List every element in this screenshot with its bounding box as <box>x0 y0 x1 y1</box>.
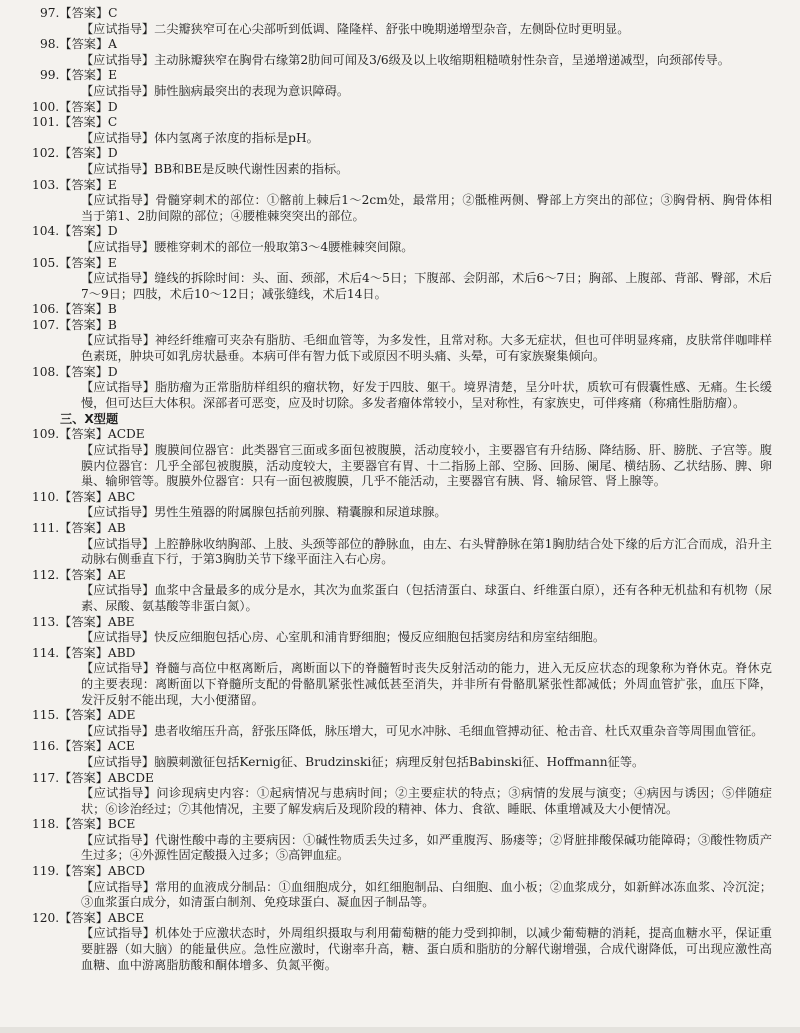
answer-text: 【答案】E <box>59 68 118 83</box>
question-number: 104. <box>32 224 60 239</box>
answer-text: 【答案】ABCE <box>59 910 145 925</box>
answer-line <box>32 115 772 131</box>
guide-text: 【应试指导】脑膜刺激征包括Kernig征、Brudzinski征；病理反射包括Babinski征、Hoffmann征等。 <box>81 754 645 769</box>
question-number: 116. <box>32 739 60 754</box>
guide-text: 【应试指导】快反应细胞包括心房、心室肌和浦肯野细胞；慢反应细胞包括窦房结和房室结细胞。 <box>81 630 606 645</box>
guide-text: 【应试指导】患者收缩压升高，舒张压降低，脉压增大，可见水冲脉、毛细血管搏动征、枪击音、杜氏双重杂音等周围血管征。 <box>81 723 764 738</box>
question-number: 107. <box>32 317 60 332</box>
answer-item <box>40 6 772 37</box>
answer-text: 【答案】B <box>59 302 117 317</box>
question-number: 99. <box>40 68 60 83</box>
guide-text: 【应试指导】体内氢离子浓度的指标是pH。 <box>81 130 319 145</box>
answer-item <box>32 567 772 615</box>
answer-item <box>32 255 772 303</box>
guide-text: 【应试指导】缝线的拆除时间：头、面、颈部，术后4～5日；下腹部、会阴部，术后6～7日；胸部、上腹部、背部、臀部，术后7～9日；四肢，术后10～12日；减张缝线，术后14日。 <box>81 271 772 301</box>
answer-item <box>32 910 772 973</box>
answer-line <box>32 708 772 724</box>
answer-item <box>32 817 772 864</box>
answer-line <box>32 771 772 787</box>
answer-line <box>32 224 772 240</box>
question-number: 112. <box>32 567 60 582</box>
guide-text: 【应试指导】脂肪瘤为正常脂肪样组织的瘤状物，好发于四肢、躯干。境界清楚，呈分叶状，质软可有假囊性感、无痛。生长缓慢，但可达巨大体积。深部者可恶变，应及时切除。多发者瘤体常较小，呈对称性，有家族史，可伴疼痛（称痛性脂肪瘤）。 <box>81 380 772 410</box>
answer-item <box>32 146 772 177</box>
answer-text: 【答案】AE <box>59 567 126 582</box>
answer-item <box>32 364 772 412</box>
guide-text: 【应试指导】男性生殖器的附属腺包括前列腺、精囊腺和尿道球腺。 <box>81 505 447 520</box>
answer-line <box>32 178 772 194</box>
answer-text: 【答案】ABC <box>59 489 136 504</box>
answer-line <box>32 256 772 272</box>
question-number: 97. <box>40 6 60 20</box>
guide-text: 【应试指导】血浆中含量最多的成分是水，其次为血浆蛋白（包括清蛋白、球蛋白、纤维蛋白原），还有各种无机盐和有机物（尿素、尿酸、氨基酸等非蛋白氮）。 <box>81 583 772 613</box>
section-title: 三、X型题 <box>60 412 119 427</box>
answer-item <box>32 864 772 911</box>
guide-text: 【应试指导】腹膜间位器官：此类器官三面或多面包被腹膜，活动度较小，主要器官有升结肠、降结肠、肝、膀胱、子宫等。腹膜内位器官：几乎全部包被腹膜，活动度较大，主要器官有胃、十二指肠上部、空肠、回肠、阑尾、横结肠、乙状结肠、脾、卵巢、输卵管等。腹膜外位器官：只有一面包被腹膜，几乎不能活动，主要器官有胰、肾、输尿管、肾上腺等。 <box>81 443 772 489</box>
answer-text: 【答案】E <box>59 255 117 270</box>
answer-line <box>32 739 772 755</box>
answer-list-single-choice <box>32 6 772 411</box>
answer-line <box>32 817 772 833</box>
answer-line <box>40 37 772 53</box>
answer-text: 【答案】ABCDE <box>59 770 154 785</box>
answer-line <box>32 521 772 537</box>
answer-line <box>32 302 772 318</box>
answer-text: 【答案】D <box>59 364 118 379</box>
answer-item <box>32 427 772 489</box>
answer-line <box>40 68 772 84</box>
answer-item <box>32 708 772 739</box>
answer-item <box>32 115 772 146</box>
answer-line <box>40 6 772 22</box>
answer-text: 【答案】ABCD <box>59 864 145 879</box>
answer-item <box>32 177 772 225</box>
answer-line <box>32 490 772 506</box>
answer-text: 【答案】ABE <box>59 614 135 629</box>
answer-text: 【答案】AB <box>59 521 126 535</box>
guide-text: 【应试指导】代谢性酸中毒的主要病因：①碱性物质丢失过多，如严重腹泻、肠瘘等；②肾脏排酸保碱功能障碍；③酸性物质产生过多；④外源性固定酸摄入过多；⑤高钾血症。 <box>81 832 772 863</box>
question-number: 118. <box>32 817 60 832</box>
question-number: 110. <box>32 489 60 504</box>
answer-line <box>32 318 772 334</box>
guide-text: 【应试指导】肺性脑病最突出的表现为意识障碍。 <box>81 83 350 98</box>
question-number: 102. <box>32 146 60 161</box>
guide-text: 【应试指导】腰椎穿刺术的部位一般取第3～4腰椎棘突间隙。 <box>81 239 414 254</box>
answer-text: 【答案】ABD <box>59 645 136 660</box>
answer-text: 【答案】C <box>59 115 118 130</box>
answer-item <box>32 489 772 521</box>
answer-text: 【答案】B <box>59 317 117 332</box>
answer-line <box>32 100 772 116</box>
answer-item <box>32 521 772 568</box>
answer-text: 【答案】D <box>59 224 118 239</box>
answer-line <box>32 615 772 631</box>
answer-item <box>32 739 772 770</box>
answer-item <box>32 614 772 646</box>
answer-item <box>32 317 772 365</box>
answer-text: 【答案】ADE <box>59 708 136 723</box>
answer-text: 【答案】C <box>59 6 118 20</box>
answer-text: 【答案】D <box>59 99 118 114</box>
question-number: 111. <box>32 521 60 535</box>
question-number: 120. <box>32 910 60 925</box>
guide-text: 【应试指导】机体处于应激状态时，外周组织摄取与利用葡萄糖的能力受到抑制，以减少葡萄糖的消耗，提高血糖水平，保证重要脏器（如大脑）的能量供应。急性应激时，代谢率升高，糖、蛋白质和脂肪的分解代谢增强，合成代谢降低，可出现应激性高血糖、血中游离脂肪酸和酮体增多、负氮平衡。 <box>81 926 772 972</box>
answer-text: 【答案】A <box>59 37 117 52</box>
answer-line <box>32 568 772 584</box>
answer-text: 【答案】ACE <box>59 739 135 754</box>
answer-item <box>32 224 772 255</box>
guide-text: 【应试指导】骨髓穿刺术的部位：①髂前上棘后1～2cm处，最常用；②骶椎两侧、臀部上方突出的部位；③胸骨柄、胸骨体相当于第1、2肋间隙的部位；④腰椎棘突突出的部位。 <box>81 193 772 223</box>
answer-line <box>32 646 772 662</box>
answer-line <box>32 864 772 880</box>
question-number: 119. <box>32 864 60 879</box>
question-number: 105. <box>32 255 60 270</box>
answer-text: 【答案】ACDE <box>59 427 145 442</box>
answer-text: 【答案】BCE <box>59 817 136 832</box>
question-number: 114. <box>32 645 60 660</box>
guide-text: 【应试指导】上腔静脉收纳胸部、上肢、头颈等部位的静脉血，由左、右头臂静脉在第1胸肋结合处下缘的后方汇合而成，沿升主动脉右侧垂直下行，于第3胸肋关节下缘平面注入右心房。 <box>81 536 772 567</box>
guide-text: 【应试指导】BB和BE是反映代谢性因素的指标。 <box>81 161 349 176</box>
answer-item <box>32 302 772 318</box>
answer-line <box>32 146 772 162</box>
guide-text: 【应试指导】神经纤维瘤可夹杂有脂肪、毛细血管等，为多发性，且常对称。大多无症状，但也可伴明显疼痛，皮肤常伴咖啡样色素斑，肿块可如乳房状悬垂。本病可伴有智力低下或原因不明头痛、头晕，可有家族聚集倾向。 <box>81 333 772 364</box>
question-number: 109. <box>32 427 60 442</box>
guide-text: 【应试指导】问诊现病史内容：①起病情况与患病时间；②主要症状的特点；③病情的发展与演变；④病因与诱因；⑤伴随症状；⑥诊治经过；⑦其他情况，主要了解发病后及现阶段的精神、体力、食欲、睡眠、体重增减及大小便情况。 <box>81 786 772 816</box>
page-bottom-edge <box>0 1027 800 1033</box>
answer-list-multiple-choice <box>32 427 772 973</box>
question-number: 106. <box>32 302 60 317</box>
guide-text: 【应试指导】常用的血液成分制品：①血细胞成分，如红细胞制品、白细胞、血小板；②血浆成分，如新鲜冰冻血浆、冷沉淀；③血浆蛋白成分，如清蛋白制剂、免疫球蛋白、凝血因子制品等。 <box>81 879 772 910</box>
question-number: 108. <box>32 364 60 379</box>
answer-line <box>32 365 772 381</box>
answer-item <box>32 99 772 116</box>
answer-text: 【答案】D <box>59 146 118 161</box>
answer-item <box>32 770 772 818</box>
question-number: 103. <box>32 177 60 192</box>
question-number: 101. <box>32 115 60 130</box>
question-number: 100. <box>32 99 60 114</box>
question-number: 98. <box>40 37 60 52</box>
answer-line <box>32 427 772 443</box>
question-number: 117. <box>32 770 60 785</box>
question-number: 115. <box>32 708 60 723</box>
answer-text: 【答案】E <box>59 177 117 192</box>
answer-item <box>40 68 772 99</box>
question-number: 113. <box>32 614 60 629</box>
answer-line <box>32 911 772 927</box>
answer-item <box>32 645 772 708</box>
guide-text: 【应试指导】脊髓与高位中枢离断后，离断面以下的脊髓暂时丧失反射活动的能力，进入无反应状态的现象称为脊休克。脊休克的主要表现：离断面以下脊髓所支配的骨骼肌紧张性减低甚至消失，并非所有骨骼肌紧张性都减低；外周血管扩张，血压下降，发汗反射不能出现，大小便潴留。 <box>81 661 772 707</box>
answer-item <box>40 37 772 68</box>
guide-text: 【应试指导】二尖瓣狭窄可在心尖部听到低调、隆隆样、舒张中晚期递增型杂音，左侧卧位时更明显。 <box>81 21 630 36</box>
guide-text: 【应试指导】主动脉瓣狭窄在胸骨右缘第2肋间可闻及3/6级及以上收缩期粗糙喷射性杂音，呈递增递减型，向颈部传导。 <box>81 52 730 67</box>
